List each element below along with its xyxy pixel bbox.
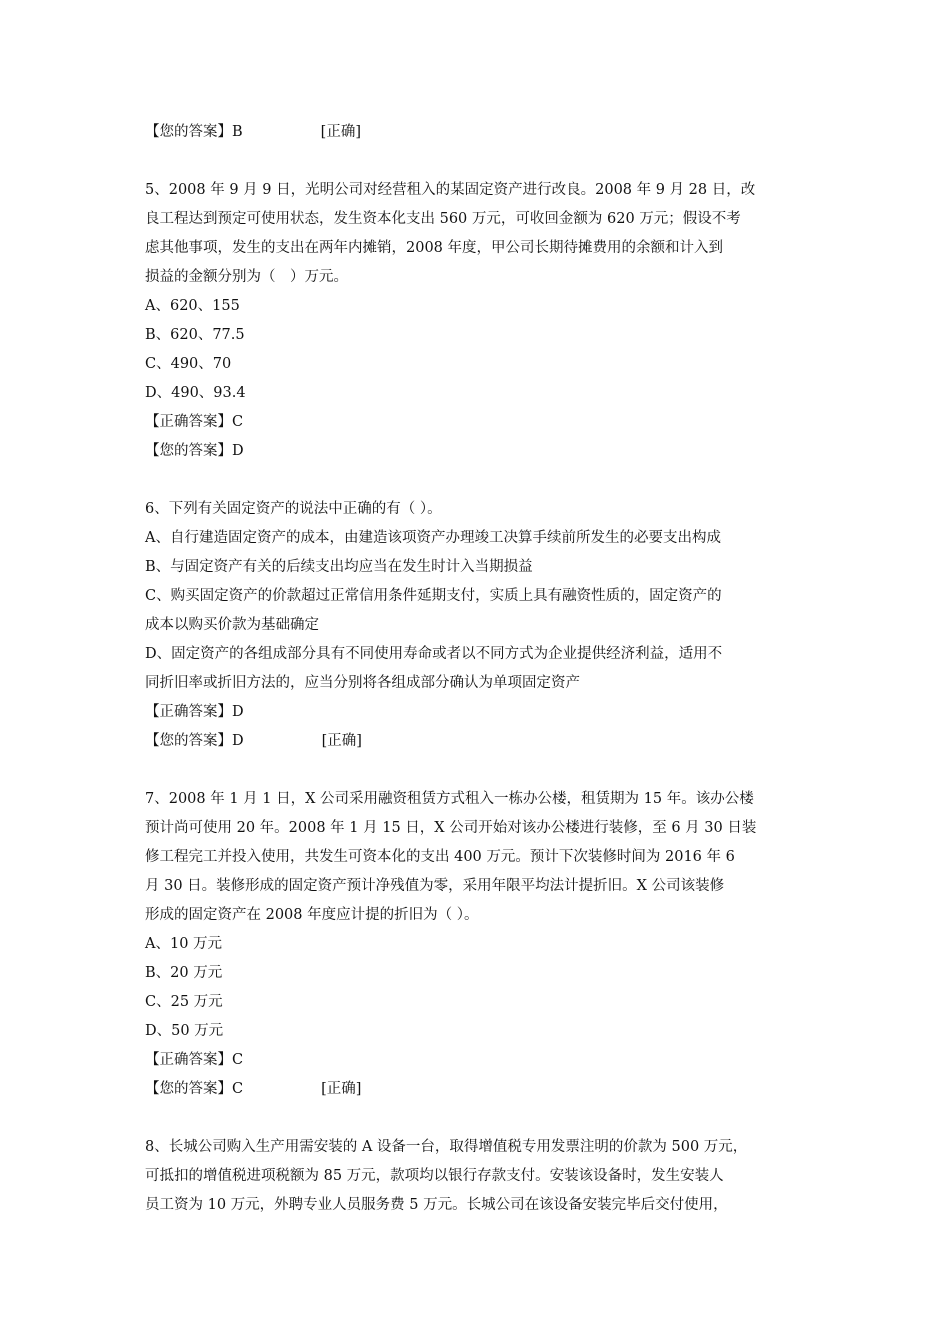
q7-your-answer-row [145, 1075, 810, 1104]
q6-option-line: A、自行建造固定资产的成本，由建造该项资产办理竣工决算手续前所发生的必要支出构成 [145, 530, 721, 546]
q6-option-line: 成本以购买价款为基础确定 [145, 617, 319, 633]
q6-your-answer: 【您的答案】D [145, 733, 244, 749]
q5-option-b: B、620、77.5 [145, 327, 245, 343]
q6-your-answer-row [145, 727, 810, 756]
q7-correct-answer: 【正确答案】C [145, 1052, 244, 1068]
q7-option-d: D、50 万元 [145, 1023, 224, 1039]
q7-stem-line: 预计尚可使用 20 年。2008 年 1 月 15 日，X 公司开始对该办公楼进行装修，至 6 月 30 日装 [145, 820, 757, 836]
q5-option-c: C、490、70 [145, 356, 232, 372]
q8-stem-line: 可抵扣的增值税进项税额为 85 万元，款项均以银行存款支付。安装该设备时，发生安装人 [145, 1168, 724, 1184]
q5-stem-line: 5、2008 年 9 月 9 日，光明公司对经营租入的某固定资产进行改良。2008 年 9 月 28 日，改 [145, 182, 756, 198]
q5-your-answer: 【您的答案】D [145, 443, 244, 459]
q6-stem: 6、下列有关固定资产的说法中正确的有（ ）。 [145, 501, 442, 517]
q8-stem-line: 8、长城公司购入生产用需安装的 A 设备一台，取得增值税专用发票注明的价款为 500 万元， [145, 1139, 748, 1155]
q6-option-line: B、与固定资产有关的后续支出均应当在发生时计入当期损益 [145, 559, 533, 575]
q8-stem-line: 员工资为 10 万元，外聘专业人员服务费 5 万元。长城公司在该设备安装完毕后交付使用， [145, 1197, 728, 1213]
spacer [145, 147, 810, 176]
spacer [145, 756, 810, 785]
q4-your-answer-row [145, 118, 810, 147]
q5-option-a: A、620、155 [145, 298, 240, 314]
q7-stem-line: 形成的固定资产在 2008 年度应计提的折旧为（ ）。 [145, 907, 479, 923]
q6-option-line: 同折旧率或折旧方法的，应当分别将各组成部分确认为单项固定资产 [145, 675, 580, 691]
q6-option-line: C、购买固定资产的价款超过正常信用条件延期支付，实质上具有融资性质的，固定资产的 [145, 588, 722, 604]
q5-stem-line: 良工程达到预定可使用状态，发生资本化支出 560 万元，可收回金额为 620 万元；假设不考 [145, 211, 741, 227]
q7-option-b: B、20 万元 [145, 965, 223, 981]
q7-stem-line: 月 30 日。装修形成的固定资产预计净残值为零，采用年限平均法计提折旧。X 公司该装修 [145, 878, 725, 894]
q5-stem-line: 损益的金额分别为（ ）万元。 [145, 269, 348, 285]
q6-correct-answer: 【正确答案】D [145, 704, 244, 720]
document-page [145, 118, 810, 1220]
spacer [145, 466, 810, 495]
question-8 [145, 1133, 810, 1220]
q5-option-d: D、490、93.4 [145, 385, 246, 401]
q7-option-a: A、10 万元 [145, 936, 223, 952]
q7-stem-line: 修工程完工并投入使用，共发生可资本化的支出 400 万元。预计下次装修时间为 2016 年 6 [145, 849, 735, 865]
q5-stem-line: 虑其他事项，发生的支出在两年内摊销，2008 年度，甲公司长期待摊费用的余额和计入到 [145, 240, 724, 256]
q7-option-c: C、25 万元 [145, 994, 223, 1010]
q5-correct-answer: 【正确答案】C [145, 414, 244, 430]
q7-status: [正确] [321, 1081, 362, 1097]
question-5 [145, 176, 810, 466]
question-7 [145, 785, 810, 1104]
q6-status: [正确] [321, 733, 362, 749]
q7-your-answer: 【您的答案】C [145, 1081, 244, 1097]
q6-option-line: D、固定资产的各组成部分具有不同使用寿命或者以不同方式为企业提供经济利益，适用不 [145, 646, 723, 662]
q4-your-answer: 【您的答案】B [145, 124, 243, 140]
q7-stem-line: 7、2008 年 1 月 1 日，X 公司采用融资租赁方式租入一栋办公楼，租赁期为 15 年。该办公楼 [145, 791, 754, 807]
spacer [145, 1104, 810, 1133]
q4-status: [正确] [320, 124, 361, 140]
question-6 [145, 495, 810, 756]
